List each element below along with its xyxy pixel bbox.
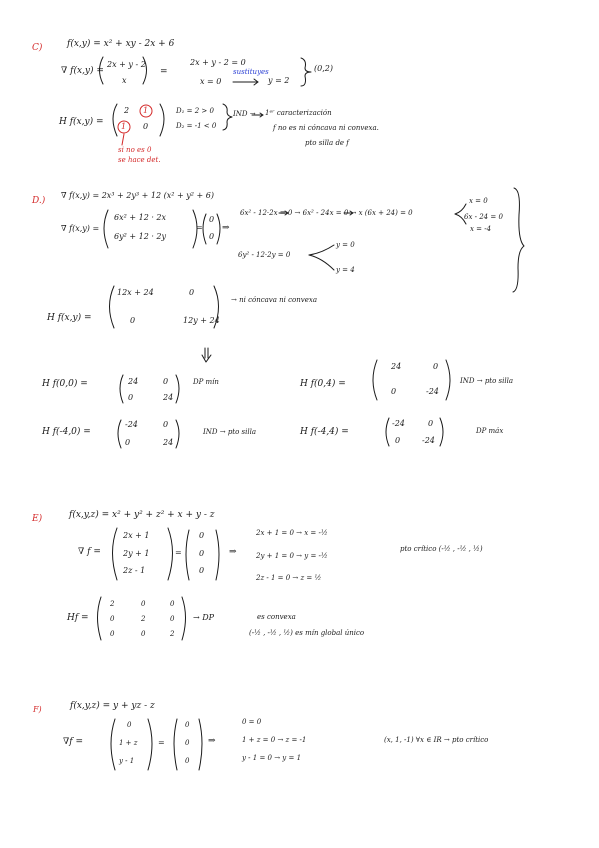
- red-note-2: se hace det.: [118, 156, 161, 164]
- hessian-00-lhs: H f(0,0) =: [42, 379, 88, 389]
- hessian-entry: 2: [124, 106, 130, 115]
- substitution-note: sustituyes: [233, 68, 269, 76]
- matrix-entry: -24: [422, 436, 435, 445]
- classification: IND → pto silla: [460, 377, 514, 385]
- system-eq-2: 1 + z = 0 → z = -1: [242, 736, 307, 744]
- zero-entry: 0: [209, 232, 215, 241]
- equals-sign: =: [196, 223, 203, 232]
- conclusion-1: f no es ni cóncava ni convexa.: [273, 124, 379, 132]
- zero-entry: 0: [185, 739, 190, 747]
- zero-entry: 0: [185, 721, 190, 729]
- matrix-entry: 2: [141, 615, 146, 623]
- matrix-entry: 0: [125, 438, 131, 447]
- gradient-lhs: ∇f =: [63, 737, 84, 747]
- equation-x: 6x² - 12·2x = 0 → 6x² - 24x = 0 → x (6x + 24) = 0: [240, 209, 413, 217]
- matrix-entry: -24: [426, 387, 439, 396]
- gradient-row-1: 0: [127, 721, 132, 729]
- classification: DP máx: [476, 427, 504, 435]
- gradient-row-2: 6y² + 12 · 2y: [114, 232, 167, 241]
- gradient-row-2: 2y + 1: [123, 549, 150, 558]
- gradient-row-3: 2z - 1: [123, 566, 146, 575]
- system-eq-1: 0 = 0: [242, 718, 262, 726]
- hessian-entry: 12x + 24: [117, 288, 154, 297]
- gradient-lhs: ∇ f =: [78, 547, 101, 557]
- minor-d2: D₂ = -1 < 0: [176, 122, 217, 130]
- section-label-f: F): [33, 705, 42, 714]
- function-definition: f(x,y,z) = y + yz - z: [70, 701, 155, 711]
- result-y: y = 2: [268, 76, 290, 85]
- matrix-entry: 0: [141, 630, 146, 638]
- indefinite-label: IND →: [233, 110, 256, 118]
- equation-y: 6y² - 12·2y = 0: [238, 251, 291, 259]
- classification: DP mín: [193, 378, 219, 386]
- paren-right: [160, 104, 164, 136]
- hessian-entry: 0: [130, 316, 136, 325]
- matrix-entry: 0: [141, 600, 146, 608]
- matrix-entry: 24: [163, 438, 174, 447]
- gradient-row-2: 1 + z: [119, 739, 138, 747]
- system-eq-3: 2z - 1 = 0 → z = ½: [256, 574, 322, 582]
- hessian-lhs: H f(x,y) =: [59, 117, 104, 127]
- zero-entry: 0: [199, 566, 205, 575]
- hessian-m44-lhs: H f(-4,4) =: [300, 427, 349, 437]
- gradient-lhs: ∇ f(x,y) =: [61, 224, 100, 233]
- system-eq-3: y - 1 = 0 → y = 1: [242, 754, 302, 762]
- hessian-entry: 0: [143, 122, 149, 131]
- classification: IND → pto silla: [203, 428, 257, 436]
- implies-arrow: ⇒: [222, 223, 230, 233]
- matrix-entry: 0: [428, 419, 434, 428]
- solution-y1: y = 0: [336, 241, 355, 249]
- system-eq-2: x = 0: [200, 77, 222, 86]
- gradient-row-1: 2x + y - 2: [107, 60, 146, 69]
- solution-x1: x = 0: [469, 197, 488, 205]
- matrix-entry: 0: [391, 387, 397, 396]
- hessian-entry: 1: [121, 122, 127, 131]
- matrix-entry: -24: [125, 420, 138, 429]
- gradient-lhs: ∇ f(x,y) =: [61, 66, 104, 76]
- zero-entry: 0: [199, 549, 205, 558]
- function-definition: f(x,y) = x² + xy - 2x + 6: [67, 39, 175, 49]
- global-min-note: (-½ , -½ , ½) es mín global único: [249, 629, 365, 637]
- gradient-row-2: x: [122, 76, 127, 85]
- gradient-row-3: y - 1: [119, 757, 135, 765]
- matrix-entry: 2: [110, 600, 115, 608]
- hessian-entry: 1: [143, 106, 149, 115]
- hessian-conclusion: → ni cóncava ni convexa: [231, 296, 317, 304]
- system-eq-2: 2y + 1 = 0 → y = -½: [256, 552, 328, 560]
- hessian-entry: 12y + 24: [183, 316, 220, 325]
- hessian-m40-lhs: H f(-4,0) =: [42, 427, 91, 437]
- matrix-entry: 0: [395, 436, 401, 445]
- matrix-entry: 0: [110, 615, 115, 623]
- gradient-row-1: 6x² + 12 · 2x: [114, 213, 167, 222]
- section-label-e: E): [32, 514, 43, 524]
- conclusion-2: pto silla de f: [305, 139, 349, 147]
- red-note-1: si no es 0: [118, 146, 152, 154]
- equals-sign: =: [160, 67, 168, 77]
- system-eq-1: 2x + y - 2 = 0: [190, 58, 246, 67]
- implies-arrow: ⇒: [229, 547, 237, 557]
- hessian-04-lhs: H f(0,4) =: [300, 379, 346, 389]
- critical-point: pto crítico (-½ , -½ , ½): [400, 545, 483, 553]
- section-label-c: C): [32, 43, 43, 53]
- system-eq-1: 2x + 1 = 0 → x = -½: [256, 529, 328, 537]
- brace-right: [301, 58, 311, 86]
- matrix-entry: 0: [110, 630, 115, 638]
- equals-sign: =: [158, 738, 165, 747]
- solution-y2: y = 4: [336, 266, 355, 274]
- critical-point: (0,2): [314, 64, 333, 73]
- matrix-entry: 2: [170, 630, 175, 638]
- hessian-lhs: H f(x,y) =: [47, 313, 92, 323]
- matrix-entry: 0: [163, 377, 169, 386]
- convexity-note: es convexa: [257, 613, 296, 621]
- gradient-row-1: 2x + 1: [123, 531, 150, 540]
- zero-entry: 0: [209, 215, 215, 224]
- implies-arrow: ⇒: [208, 736, 216, 746]
- function-definition: ∇ f(x,y) = 2x³ + 2y³ + 12 (x² + y² + 6): [61, 191, 214, 200]
- equals-sign: =: [175, 548, 182, 557]
- hessian-lhs: Hf =: [67, 613, 89, 623]
- matrix-entry: 24: [163, 393, 174, 402]
- solution-x2: 6x - 24 = 0: [464, 213, 503, 221]
- matrix-entry: 24: [128, 377, 139, 386]
- hessian-result: → DP: [193, 613, 215, 622]
- paren-left: [113, 104, 117, 136]
- section-label-d: D.): [32, 196, 46, 206]
- matrix-entry: 0: [170, 615, 175, 623]
- matrix-entry: 0: [433, 362, 439, 371]
- zero-entry: 0: [199, 531, 205, 540]
- criterion-label: 1ᵉʳ caracterización: [265, 109, 332, 117]
- matrix-entry: 24: [391, 362, 402, 371]
- matrix-entry: 0: [170, 600, 175, 608]
- critical-point-result: (x, 1, -1) ∀x ∈ IR → pto crítico: [384, 736, 489, 744]
- hessian-entry: 0: [189, 288, 195, 297]
- zero-entry: 0: [185, 757, 190, 765]
- matrix-entry: 0: [128, 393, 134, 402]
- minor-d1: D₁ = 2 > 0: [176, 107, 214, 115]
- matrix-entry: -24: [392, 419, 405, 428]
- function-definition: f(x,y,z) = x² + y² + z² + x + y - z: [69, 510, 215, 520]
- matrix-entry: 0: [163, 420, 169, 429]
- solution-x3: x = -4: [470, 225, 492, 233]
